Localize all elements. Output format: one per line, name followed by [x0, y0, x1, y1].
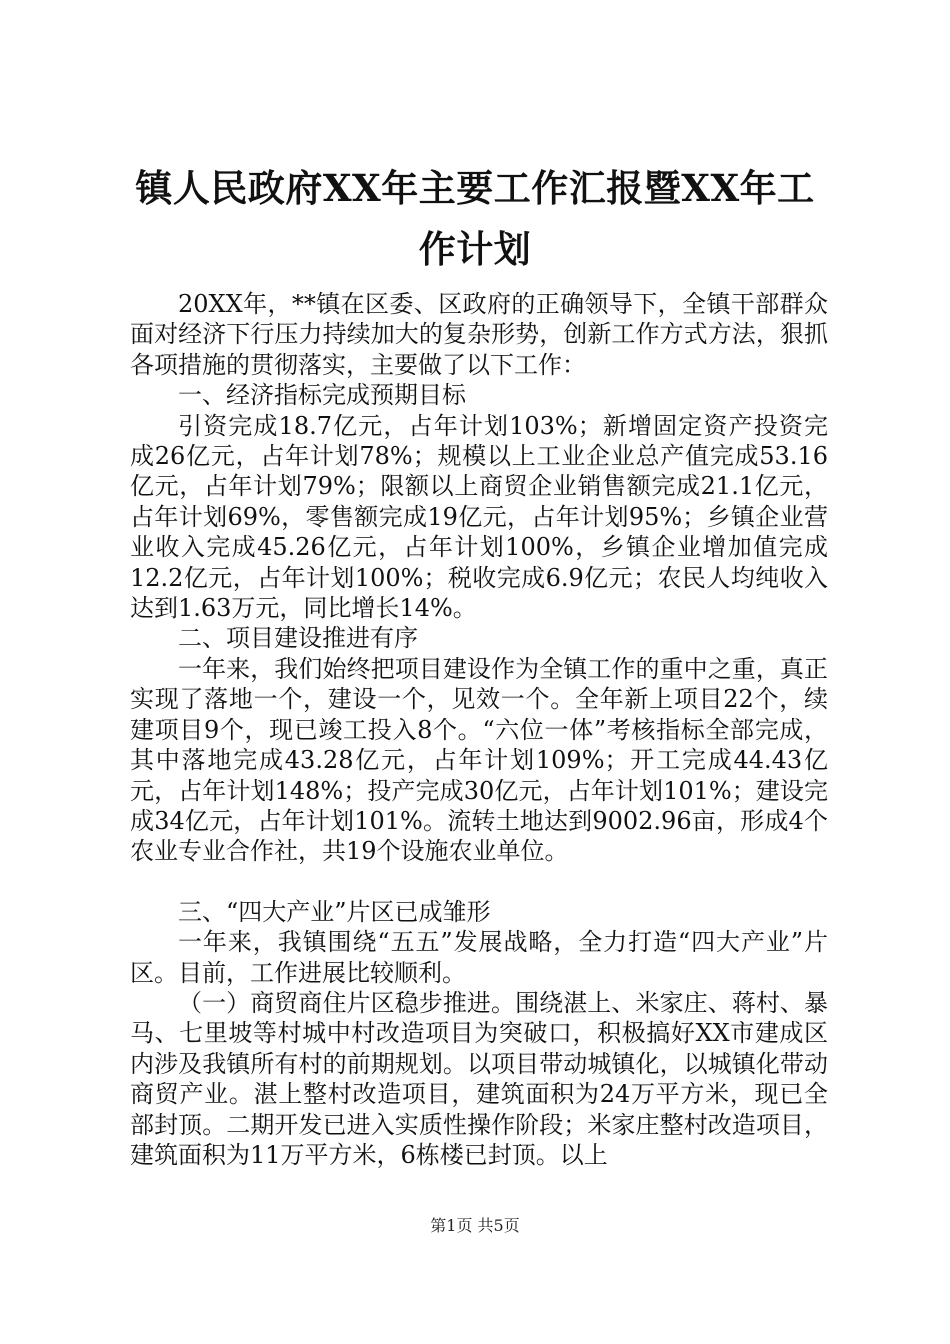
section-heading-1: 一、经济指标完成预期目标	[178, 381, 466, 410]
paragraph-project-construction: 一年来，我们始终把项目建设作为全镇工作的重中之重，真正实现了落地一个，建设一个，见效一个。全年新上项目22个，续建项目9个，现已竣工投入8个。“六位一体”考核指标全部完成，其中落地完成43.28亿元，占年计划109%；开工完成44.43亿元，占年计划148%；投产完成30亿元，占年计划101%；建设完成34亿元，占年计划101%。流转土地达到9002.96亩，形成4个农业专业合作社，共19个设施农业单位。	[130, 654, 828, 866]
document-body	[130, 289, 828, 1170]
paragraph-intro: 20XX年，**镇在区委、区政府的正确领导下，全镇干部群众面对经济下行压力持续加大的复杂形势，创新工作方式方法，狠抓各项措施的贯彻落实，主要做了以下工作：	[130, 290, 828, 379]
document-title: 镇人民政府XX年主要工作汇报暨XX年工作计划	[135, 166, 815, 271]
paragraph-four-industries: 一年来，我镇围绕“五五”发展战略，全力打造“四大产业”片区。目前，工作进展比较顺利。	[130, 928, 828, 987]
paragraph-commerce-area: （一）商贸商住片区稳步推进。围绕湛上、米家庄、蒋村、暴马、七里坡等村城中村改造项目为突破口，积极搞好XX市建成区内涉及我镇所有村的前期规划。以项目带动城镇化，以城镇化带动商贸产业。湛上整村改造项目，建筑面积为24万平方米，现已全部封顶。二期开发已进入实质性操作阶段；米家庄整村改造项目，建筑面积为11万平方米，6栋楼已封顶。以上	[130, 988, 828, 1169]
section-heading-2: 二、项目建设推进有序	[178, 624, 418, 653]
page-footer: 第1页 共5页	[430, 1216, 520, 1235]
paragraph-economic-indicators: 引资完成18.7亿元，占年计划103%；新增固定资产投资完成26亿元，占年计划78%；规模以上工业企业总产值完成53.16亿元，占年计划79%；限额以上商贸企业销售额完成21.1亿元，占年计划69%，零售额完成19亿元，占年计划95%；乡镇企业营业收入完成45.26亿元，占年计划100%，乡镇企业增加值完成12.2亿元，占年计划100%；税收完成6.9亿元；农民人均纯收入达到1.63万元，同比增长14%。	[130, 411, 828, 623]
section-heading-3: 三、“四大产业”片区已成雏形	[178, 897, 491, 926]
